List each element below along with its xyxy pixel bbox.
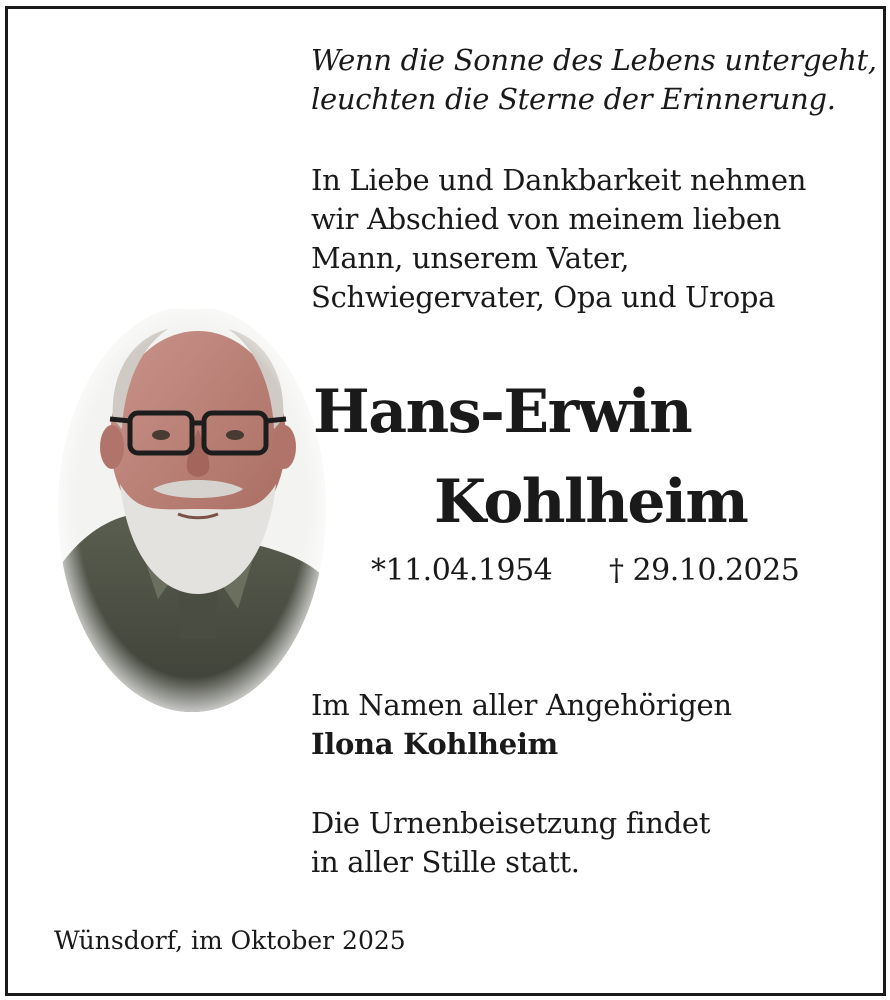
intro-text — [311, 161, 806, 317]
family-line: Im Namen aller Angehörigen — [311, 688, 732, 722]
portrait-photo — [58, 309, 326, 714]
motto-line-2: leuchten die Sterne der Erinnerung. — [311, 82, 836, 116]
signer-name: Ilona Kohlheim — [311, 727, 558, 761]
burial-line-2: in aller Stille statt. — [311, 845, 580, 879]
place-date: Wünsdorf, im Oktober 2025 — [54, 926, 406, 955]
burial-line-1: Die Urnenbeisetzung findet — [311, 806, 711, 840]
family-signature — [311, 686, 732, 764]
deceased-last-name: Kohlheim — [434, 467, 748, 537]
death-date: † 29.10.2025 — [609, 553, 800, 588]
burial-notice — [311, 804, 710, 882]
intro-line-1: In Liebe und Dankbarkeit nehmen — [311, 163, 807, 197]
intro-line-2: wir Abschied von meinem lieben — [311, 202, 782, 236]
motto-quote — [311, 41, 877, 119]
intro-line-3: Mann, unserem Vater, — [311, 241, 630, 275]
intro-line-4: Schwiegervater, Opa und Uropa — [311, 280, 776, 314]
motto-line-1: Wenn die Sonne des Lebens untergeht, — [311, 43, 877, 77]
deceased-first-name: Hans-Erwin — [313, 377, 692, 447]
birth-date: *11.04.1954 — [371, 553, 553, 588]
obituary-frame — [5, 6, 886, 996]
